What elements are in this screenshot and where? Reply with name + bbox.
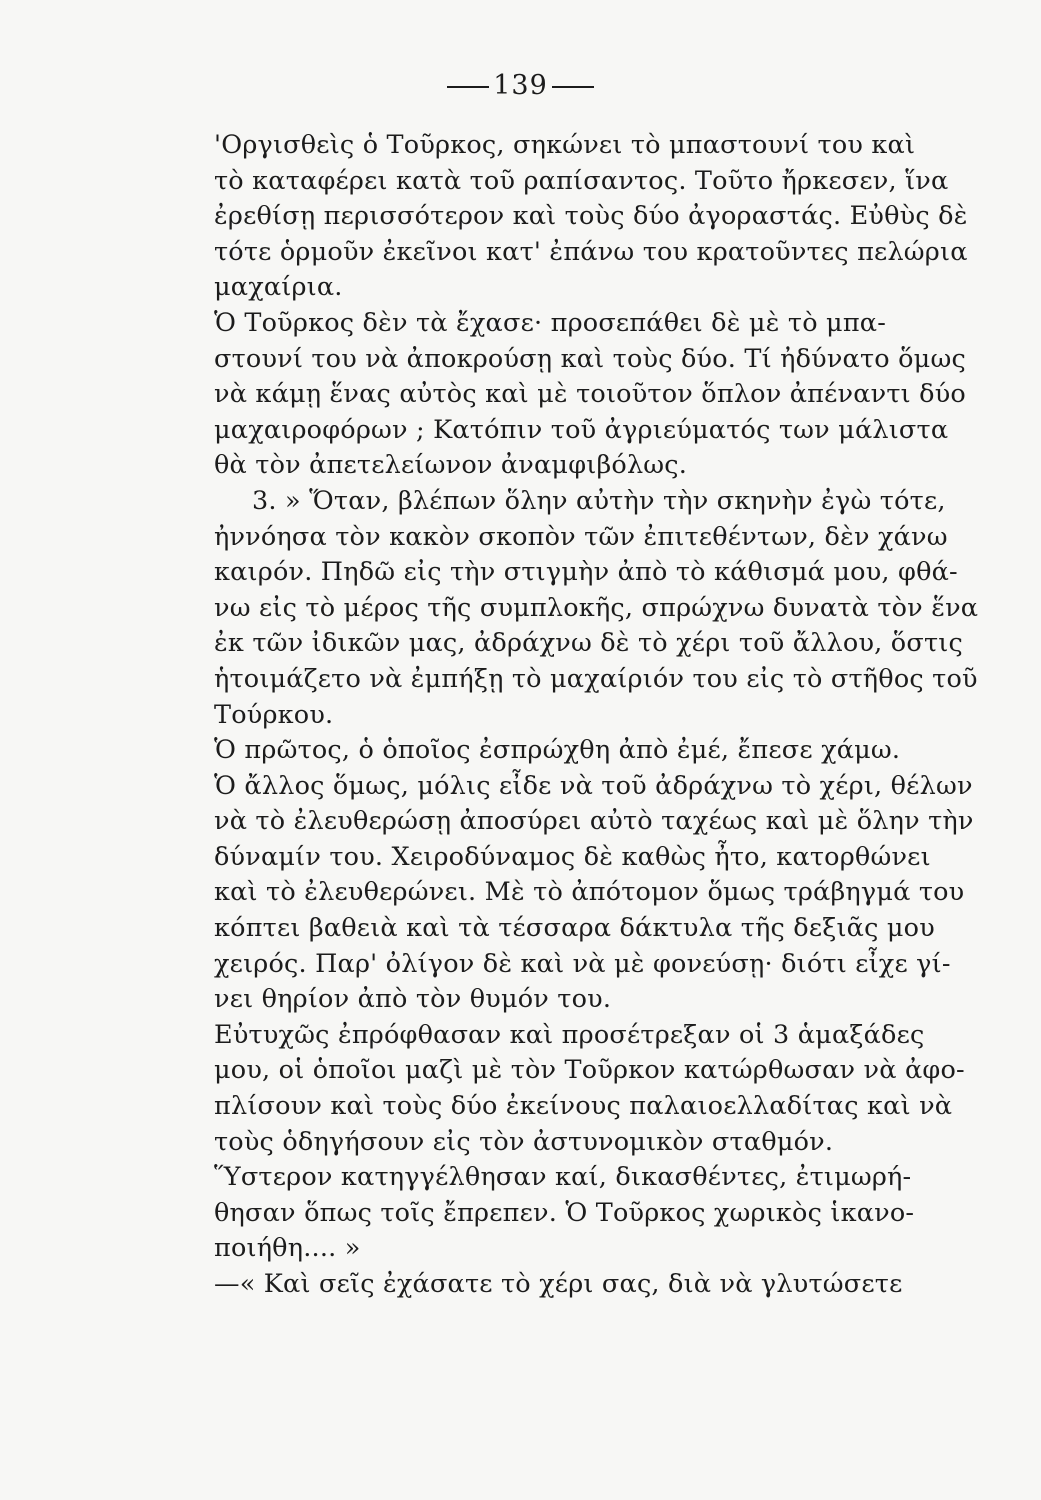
text-line: Ὁ πρῶτος, ὁ ὁποῖος ἐσπρώχθη ἀπὸ ἐμέ, ἔπεσε χάμω. — [214, 735, 901, 766]
text-line: ποιήθη.... » — [214, 1233, 361, 1264]
text-line: ἐρεθίσῃ περισσότερον καὶ τοὺς δύο ἀγοραστάς. Εὐθὺς δὲ — [214, 201, 968, 232]
text-line: δύναμίν του. Χειροδύναμος δὲ καθὼς ἦτο, κατορθώνει — [214, 841, 931, 872]
text-line: καὶ τὸ ἐλευθερώνει. Μὲ τὸ ἀπότομον ὅμως τράβηγμά του — [214, 877, 965, 908]
text-line: Ὕστερον κατηγγέλθησαν καί, δικασθέντες, ἐτιμωρή- — [214, 1162, 912, 1193]
text-line: νει θηρίον ἀπὸ τὸν θυμόν του. — [214, 984, 612, 1015]
text-line: νω εἰς τὸ μέρος τῆς συμπλοκῆς, σπρώχνω δυνατὰ τὸν ἕνα — [214, 592, 979, 623]
text-line: τοὺς ὁδηγήσουν εἰς τὸν ἀστυνομικὸν σταθμόν. — [214, 1126, 834, 1157]
page-number-value: 139 — [493, 70, 548, 101]
text-line: θησαν ὅπως τοῖς ἔπρεπεν. Ὁ Τοῦρκος χωρικὸς ἱκανο- — [214, 1197, 915, 1228]
text-line: τὸ καταφέρει κατὰ τοῦ ραπίσαντος. Τοῦτο ἤρκεσεν, ἵνα — [214, 165, 949, 196]
text-line: κόπτει βαθειὰ καὶ τὰ τέσσαρα δάκτυλα τῆς δεξιᾶς μου — [214, 913, 935, 944]
text-line: τότε ὁρμοῦν ἐκεῖνοι κατ' ἐπάνω του κρατοῦντες πελώρια — [214, 236, 968, 267]
text-line: καιρόν. Πηδῶ εἰς τὴν στιγμὴν ἀπὸ τὸ κάθισμά μου, φθά- — [214, 557, 958, 588]
body-text — [214, 128, 979, 1303]
text-line: Εὐτυχῶς ἐπρόφθασαν καὶ προσέτρεξαν οἱ 3 ἁμαξάδες — [214, 1019, 925, 1050]
text-line: νὰ κάμῃ ἕνας αὐτὸς καὶ μὲ τοιοῦτον ὅπλον ἀπέναντι δύο — [214, 379, 966, 410]
text-line: νὰ τὸ ἐλευθερώσῃ ἀποσύρει αὐτὸ ταχέως καὶ μὲ ὅλην τὴν — [214, 806, 974, 837]
text-line: 3. » Ὅταν, βλέπων ὅλην αὐτὴν τὴν σκηνὴν ἐγὼ τότε, — [252, 485, 946, 516]
text-line: μαχαίρια. — [214, 272, 343, 303]
text-line: Ὁ Τοῦρκος δὲν τὰ ἔχασε· προσεπάθει δὲ μὲ τὸ μπα- — [214, 307, 887, 338]
right-dash — [552, 86, 594, 88]
text-line: μου, οἱ ὁποῖοι μαζὶ μὲ τὸν Τοῦρκον κατώρθωσαν νὰ ἀφο- — [214, 1055, 965, 1086]
text-line: Ὁ ἄλλος ὅμως, μόλις εἶδε νὰ τοῦ ἀδράχνω τὸ χέρι, θέλων — [214, 770, 973, 801]
text-line: πλίσουν καὶ τοὺς δύο ἐκείνους παλαιοελλαδίτας καὶ νὰ — [214, 1091, 953, 1122]
text-line: ἡτοιμάζετο νὰ ἐμπήξῃ τὸ μαχαίριόν του εἰς τὸ στῆθος τοῦ — [214, 663, 978, 694]
text-line: στουνί του νὰ ἀποκρούσῃ καὶ τοὺς δύο. Τί ἠδύνατο ὅμως — [214, 343, 966, 374]
text-line: χειρός. Παρ' ὀλίγον δὲ καὶ νὰ μὲ φονεύσῃ· διότι εἶχε γί- — [214, 948, 951, 979]
text-line: ἠννόησα τὸν κακὸν σκοπὸν τῶν ἐπιτεθέντων, δὲν χάνω — [214, 521, 948, 552]
text-line: Τούρκου. — [214, 699, 334, 730]
text-line: 'Οργισθεὶς ὁ Τοῦρκος, σηκώνει τὸ μπαστουνί του καὶ — [214, 130, 916, 160]
left-dash — [447, 86, 489, 88]
page-number — [0, 70, 1041, 101]
text-line: —« Καὶ σεῖς ἐχάσατε τὸ χέρι σας, διὰ νὰ γλυτώσετε — [214, 1269, 903, 1299]
text-line: ἐκ τῶν ἰδικῶν μας, ἀδράχνω δὲ τὸ χέρι τοῦ ἄλλου, ὅστις — [214, 628, 963, 659]
text-line: μαχαιροφόρων ; Κατόπιν τοῦ ἀγριεύματός των μάλιστα — [214, 414, 949, 445]
text-line: θὰ τὸν ἀπετελείωνον ἀναμφιβόλως. — [214, 450, 688, 481]
